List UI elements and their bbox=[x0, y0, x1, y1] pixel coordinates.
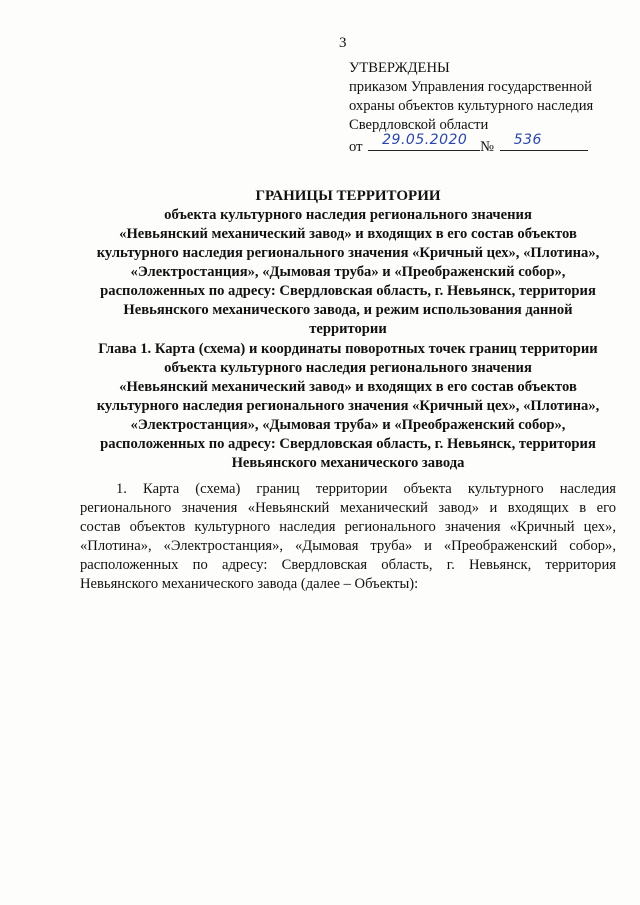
title-line: культурного наследия регионального значения «Кричный цех», «Плотина», bbox=[96, 245, 600, 261]
handwritten-date: 29.05.2020 bbox=[382, 132, 468, 148]
paragraph-line: состав объектов культурного наследия регионального значения «Кричный цех», bbox=[80, 519, 616, 535]
title-line: Невьянского механического завода, и режим использования данной bbox=[123, 302, 573, 318]
paragraph-line: Невьянского механического завода (далее – Объекты): bbox=[80, 576, 419, 592]
chapter-line: расположенных по адресу: Свердловская область, г. Невьянск, территория bbox=[100, 436, 596, 452]
title-line: «Невьянский механический завод» и входящих в его состав объектов bbox=[119, 226, 577, 242]
number-field bbox=[500, 132, 588, 151]
title-heading: ГРАНИЦЫ ТЕРРИТОРИИ bbox=[255, 188, 441, 204]
page-number: 3 bbox=[339, 35, 347, 51]
title-line: объекта культурного наследия регионального значения bbox=[164, 207, 532, 223]
chapter-heading bbox=[80, 340, 616, 473]
date-prefix: от bbox=[349, 139, 363, 155]
paragraph-line: регионального значения «Невьянский механический завод» и входящих в его bbox=[80, 500, 616, 516]
paragraph-line: расположенных по адресу: Свердловская область, г. Невьянск, территория bbox=[80, 557, 616, 573]
paragraph-line: «Плотина», «Электростанция», «Дымовая труба» и «Преображенский собор», bbox=[80, 538, 616, 554]
chapter-line: «Электростанция», «Дымовая труба» и «Преображенский собор», bbox=[130, 417, 566, 433]
number-prefix: № bbox=[480, 139, 495, 155]
title-line: территории bbox=[309, 321, 387, 337]
chapter-line: культурного наследия регионального значения «Кричный цех», «Плотина», bbox=[96, 398, 600, 414]
body-paragraph bbox=[80, 480, 616, 594]
handwritten-number: 536 bbox=[513, 132, 542, 148]
approval-line: охраны объектов культурного наследия bbox=[349, 98, 594, 114]
approval-line: приказом Управления государственной bbox=[349, 79, 592, 95]
title-line: расположенных по адресу: Свердловская область, г. Невьянск, территория bbox=[100, 283, 596, 299]
approval-line: Свердловской области bbox=[349, 117, 489, 133]
approval-date-line bbox=[349, 132, 629, 157]
chapter-line: «Невьянский механический завод» и входящих в его состав объектов bbox=[119, 379, 577, 395]
chapter-line: Глава 1. Карта (схема) и координаты поворотных точек границ территории bbox=[98, 341, 598, 357]
title-line: «Электростанция», «Дымовая труба» и «Преображенский собор», bbox=[130, 264, 566, 280]
approval-heading: УТВЕРЖДЕНЫ bbox=[349, 60, 450, 76]
date-field bbox=[368, 132, 480, 151]
approval-stamp bbox=[349, 59, 629, 157]
document-title bbox=[80, 187, 616, 339]
paragraph-line: 1. Карта (схема) границ территории объекта культурного наследия bbox=[116, 481, 616, 497]
chapter-line: Невьянского механического завода bbox=[231, 455, 465, 471]
chapter-line: объекта культурного наследия регионального значения bbox=[164, 360, 532, 376]
